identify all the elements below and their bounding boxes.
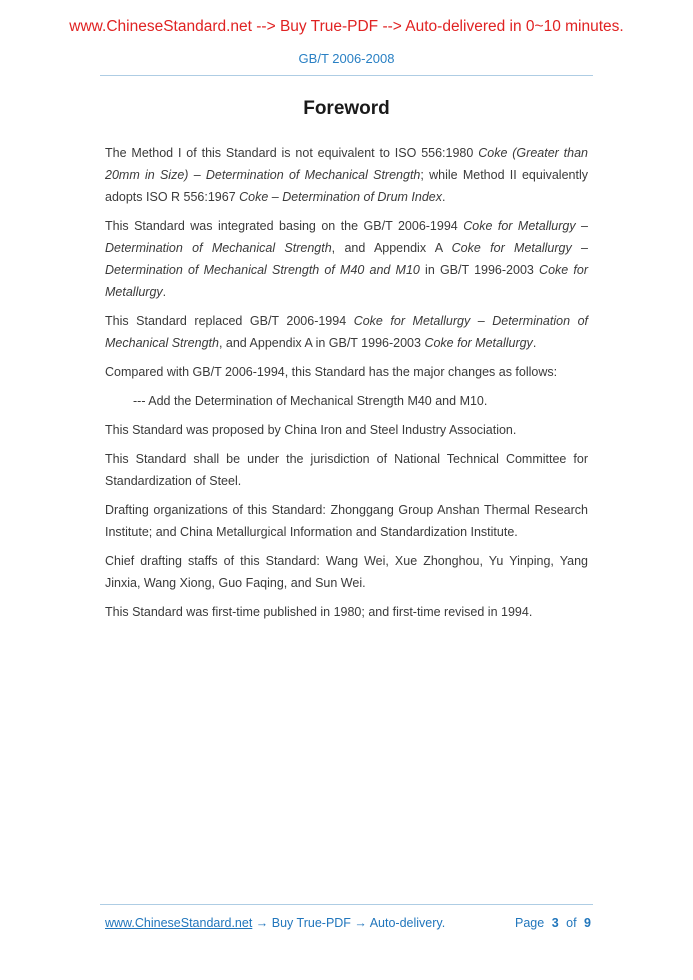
footer-tagline bbox=[105, 913, 445, 933]
page-label: Page bbox=[515, 916, 545, 930]
of-label: of bbox=[566, 916, 577, 930]
paragraph: Drafting organizations of this Standard: Zhonggang Group Anshan Thermal Research Institute; and China Metallurgical Information and Standardization Institute. bbox=[105, 503, 588, 539]
page-indicator bbox=[515, 913, 591, 933]
page-total: 9 bbox=[584, 916, 591, 930]
paragraph: The Method I of this Standard is not equivalent to ISO 556:1980 Coke (Greater than 20mm in Size) – Determination of Mechanical Strength; while Method II equivalently adopts ISO R 556:1967 Coke – Determination of Drum Index. bbox=[105, 146, 589, 204]
change-list-item: --- Add the Determination of Mechanical Strength M40 and M10. bbox=[133, 394, 488, 408]
header-divider bbox=[100, 75, 593, 76]
paragraph: This Standard shall be under the jurisdiction of National Technical Committee for Standardization of Steel. bbox=[105, 452, 588, 488]
footer-tagline-text: → Buy True-PDF → Auto-delivery. bbox=[252, 916, 446, 930]
promo-banner-text: www.ChineseStandard.net --> Buy True-PDF --> Auto-delivered in 0~10 minutes. bbox=[69, 18, 624, 35]
paragraph: Compared with GB/T 2006-1994, this Standard has the major changes as follows: bbox=[105, 365, 558, 379]
paragraph: This Standard was integrated basing on the GB/T 2006-1994 Coke for Metallurgy – Determination of Mechanical Strength, and Appendix A Coke for Metallurgy – Determination of Mechanical Strength of M40 and M10 in GB/T 1996-2003 Coke for Metallurgy. bbox=[105, 219, 588, 299]
standard-code: GB/T 2006-2008 bbox=[298, 51, 395, 66]
page-title: Foreword bbox=[303, 98, 390, 119]
body-paragraphs bbox=[105, 142, 588, 623]
footer bbox=[105, 913, 591, 933]
paragraph: Chief drafting staffs of this Standard: Wang Wei, Xue Zhonghou, Yu Yinping, Yang Jinxia, Wang Xiong, Guo Faqing, and Sun Wei. bbox=[105, 554, 588, 590]
footer-link[interactable]: www.ChineseStandard.net bbox=[105, 916, 253, 930]
paragraph: This Standard was first-time published in 1980; and first-time revised in 1994. bbox=[105, 605, 533, 619]
paragraph: This Standard replaced GB/T 2006-1994 Coke for Metallurgy – Determination of Mechanical Strength, and Appendix A in GB/T 1996-2003 Coke for Metallurgy. bbox=[105, 314, 588, 350]
footer-divider bbox=[100, 904, 593, 905]
page-current: 3 bbox=[551, 916, 559, 930]
paragraph: This Standard was proposed by China Iron and Steel Industry Association. bbox=[105, 423, 517, 437]
